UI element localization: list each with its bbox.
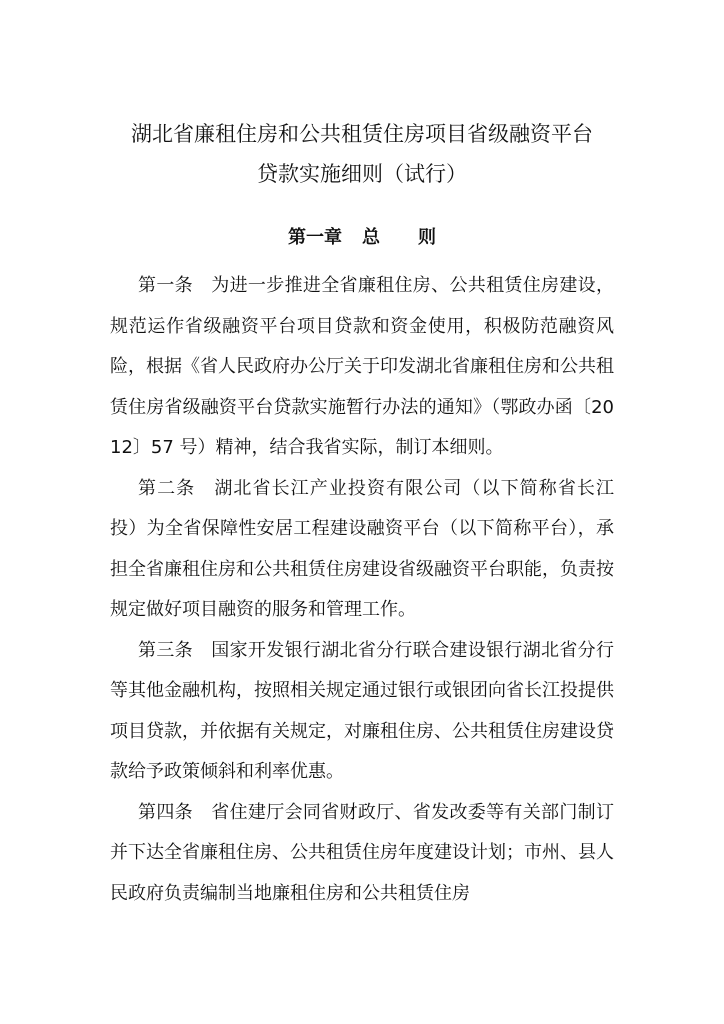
article-paragraph: [110, 266, 614, 469]
article-paragraph: [110, 631, 614, 793]
article-number: 第一条: [138, 275, 193, 296]
article-text: 为进一步推进全省廉租住房、公共租赁住房建设，规范运作省级融资平台项目贷款和资金使用，积极防范融资风险，根据《省人民政府办公厅关于印发湖北省廉租住房和公共租赁住房省级融资平台贷款实施暂行办法的通知》（鄂政办函〔2012〕57 号）精神，结合我省实际，制订本细则。: [110, 275, 615, 458]
chapter-name-part-1: 总: [362, 227, 380, 248]
article-text: 国家开发银行湖北省分行联合建设银行湖北省分行等其他金融机构，按照相关规定通过银行或银团向省长江投提供项目贷款，并依据有关规定，对廉租住房、公共租赁住房建设贷款给予政策倾斜和利率优惠。: [110, 639, 615, 782]
chapter-name-part-2: 则: [418, 227, 436, 248]
article-text: 省住建厅会同省财政厅、省发改委等有关部门制订并下达全省廉租住房、公共租赁住房年度建设计划；市州、县人民政府负责编制当地廉租住房和公共租赁住房: [110, 801, 615, 904]
article-paragraph: [110, 793, 614, 915]
article-number: 第四条: [138, 801, 193, 823]
document-body: [110, 266, 614, 914]
article-number: 第三条: [138, 639, 193, 661]
article-number: 第二条: [138, 477, 196, 499]
document-title-line-2: 贷款实施细则（试行）: [257, 162, 467, 186]
chapter-heading: [0, 222, 724, 254]
article-text: 湖北省长江产业投资有限公司（以下简称省长江投）为全省保障性安居工程建设融资平台（以下简称平台），承担全省廉租住房和公共租赁住房建设省级融资平台职能，负责按规定做好项目融资的服务和管理工作。: [110, 477, 614, 620]
article-paragraph: [110, 469, 614, 631]
chapter-number: 第一章: [288, 227, 342, 248]
document-title-line-1: 湖北省廉租住房和公共租赁住房项目省级融资平台: [131, 122, 593, 146]
